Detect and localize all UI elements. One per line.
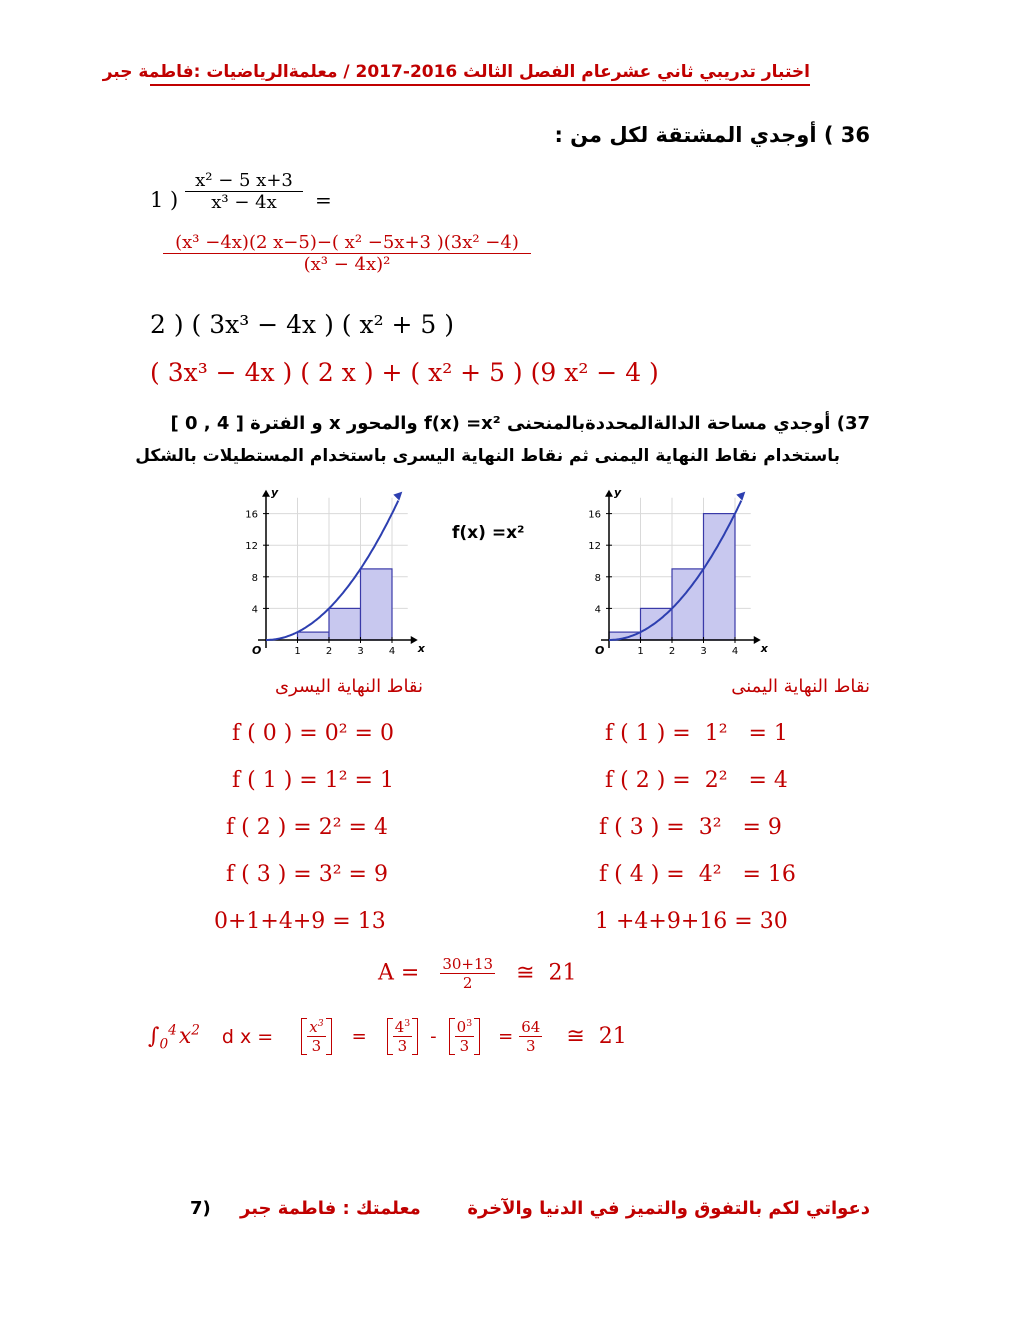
riemann-rect: [298, 632, 330, 640]
y-tick-label: 4: [594, 604, 601, 616]
y-tick-label: 4: [251, 604, 258, 616]
antiderivative-bracket: [301, 1018, 331, 1055]
upper-eval: $\frac{4^3}{3}$: [394, 1018, 411, 1055]
x-axis-arrow: [411, 636, 418, 644]
area-numerator: 30+13: [442, 955, 494, 973]
integral-line: $\int_0^4$ $x^2$ d x = $\frac{x^3}{3}$ = $\frac{4^3}{3}$ - $\frac{0^3}{3}$ = $\frac{64}{3}$ ≅ 21: [148, 1018, 627, 1055]
q36-p1-equals: =: [315, 188, 332, 212]
curve-arrow: [393, 492, 402, 501]
left-line-0: f ( 0 ) = 0² = 0: [232, 721, 394, 746]
y-tick-label: 12: [588, 541, 601, 553]
curve-arrow: [736, 492, 745, 501]
left-line-3: f ( 3 ) = 3² = 9: [226, 862, 388, 887]
lower-eval-bracket: [449, 1018, 480, 1055]
x-tick-label: 2: [668, 646, 676, 657]
antiderivative: $\frac{x^3}{3}$: [309, 1018, 324, 1055]
page-number: 7): [190, 1198, 211, 1219]
left-endpoint-chart: [232, 488, 432, 668]
q36-p1-numerator: x² − 5 x+3: [195, 170, 293, 191]
q36-p2-answer: ( 3x³ − 4x ) ( 2 x ) + ( x² + 5 ) (9 x² − 4 ): [150, 358, 659, 387]
integral-value: $\frac{64}{3}$: [521, 1018, 541, 1055]
right-endpoint-chart: [575, 488, 775, 668]
area-denominator: 2: [440, 973, 495, 992]
x-tick-label: 1: [294, 646, 301, 657]
page-header: اختبار تدريبي ثاني عشرعام الفصل الثالث 2016-2017 / معلمةالرياضيات :فاطمة جبر: [150, 62, 810, 86]
riemann-rect: [361, 569, 393, 640]
x-tick-label: 4: [731, 646, 739, 657]
area-average: [378, 955, 577, 992]
right-caption: نقاط النهاية اليمنى: [731, 676, 870, 697]
function-label: f(x) =x²: [452, 523, 525, 543]
upper-eval-bracket: [387, 1018, 418, 1055]
q36-heading: 36 ) أوجدي المشتقة لكل من :: [554, 123, 870, 147]
y-axis-arrow: [605, 490, 613, 497]
q36-p1-answer-denominator: (x³ − 4x)²: [163, 253, 531, 275]
left-line-2: f ( 2 ) = 2² = 4: [226, 815, 388, 840]
y-axis-arrow: [262, 490, 270, 497]
origin-label: O: [252, 644, 262, 657]
x-axis-label: x: [760, 642, 768, 655]
q36-p1-answer: [163, 232, 531, 275]
integral-sign: $\int_0^4$: [148, 1022, 177, 1053]
area-fraction: [440, 955, 495, 992]
q36-p2-question: 2 ) ( 3x³ − 4x ) ( x² + 5 ): [150, 310, 455, 339]
area-lhs: A =: [378, 960, 420, 986]
right-sum: 1 +4+9+16 = 30: [595, 909, 788, 934]
y-tick-label: 12: [245, 541, 258, 553]
left-caption: نقاط النهاية اليسرى: [275, 676, 424, 697]
q37-line1: 37) أوجدي مساحة الدالةالمحددةبالمنحنى f(x) =x² والمحور x و الفترة [ 4 , 0 ]: [170, 413, 870, 434]
y-axis-label: y: [614, 488, 622, 499]
q36-p1-answer-numerator: (x³ −4x)(2 x−5)−( x² −5x+3 )(3x² −4): [175, 232, 519, 253]
area-rhs: ≅ 21: [516, 960, 577, 986]
q36-p1-label: 1 ): [150, 188, 179, 212]
x-tick-label: 1: [637, 646, 644, 657]
y-tick-label: 8: [594, 572, 601, 584]
integral-result: ≅ 21: [566, 1024, 627, 1049]
right-line-0: f ( 1 ) = 1² = 1: [605, 721, 788, 746]
x-axis-arrow: [754, 636, 761, 644]
x-axis-label: x: [417, 642, 425, 655]
integrand: $x^2$: [178, 1022, 200, 1049]
right-line-3: f ( 4 ) = 4² = 16: [599, 862, 796, 887]
x-tick-label: 2: [325, 646, 333, 657]
q36-p1-denominator: x³ − 4x: [185, 191, 303, 213]
integral-label: d x =: [221, 1025, 274, 1048]
y-tick-label: 16: [245, 509, 258, 521]
x-tick-label: 3: [700, 646, 707, 657]
riemann-rect: [704, 514, 736, 640]
y-tick-label: 8: [251, 572, 258, 584]
y-tick-label: 16: [588, 509, 601, 521]
footer-prayer: دعواتي لكم بالتفوق والتميز في الدنيا والآخرة: [467, 1198, 870, 1219]
left-line-1: f ( 1 ) = 1² = 1: [232, 768, 394, 793]
x-tick-label: 3: [357, 646, 364, 657]
right-line-2: f ( 3 ) = 3² = 9: [599, 815, 782, 840]
q36-p1-fraction: [185, 170, 303, 213]
lower-eval: $\frac{0^3}{3}$: [456, 1018, 473, 1055]
left-sum: 0+1+4+9 = 13: [214, 909, 386, 934]
origin-label: O: [595, 644, 605, 657]
q37-line2: باستخدام نقاط النهاية اليمنى ثم نقاط النهاية اليسرى باستخدام المستطيلات بالشكل: [135, 446, 840, 466]
footer-teacher: معلمتك : فاطمة جبر: [240, 1198, 421, 1219]
x-tick-label: 4: [388, 646, 396, 657]
right-line-1: f ( 2 ) = 2² = 4: [605, 768, 788, 793]
y-axis-label: y: [271, 488, 279, 499]
riemann-rect: [329, 608, 361, 640]
